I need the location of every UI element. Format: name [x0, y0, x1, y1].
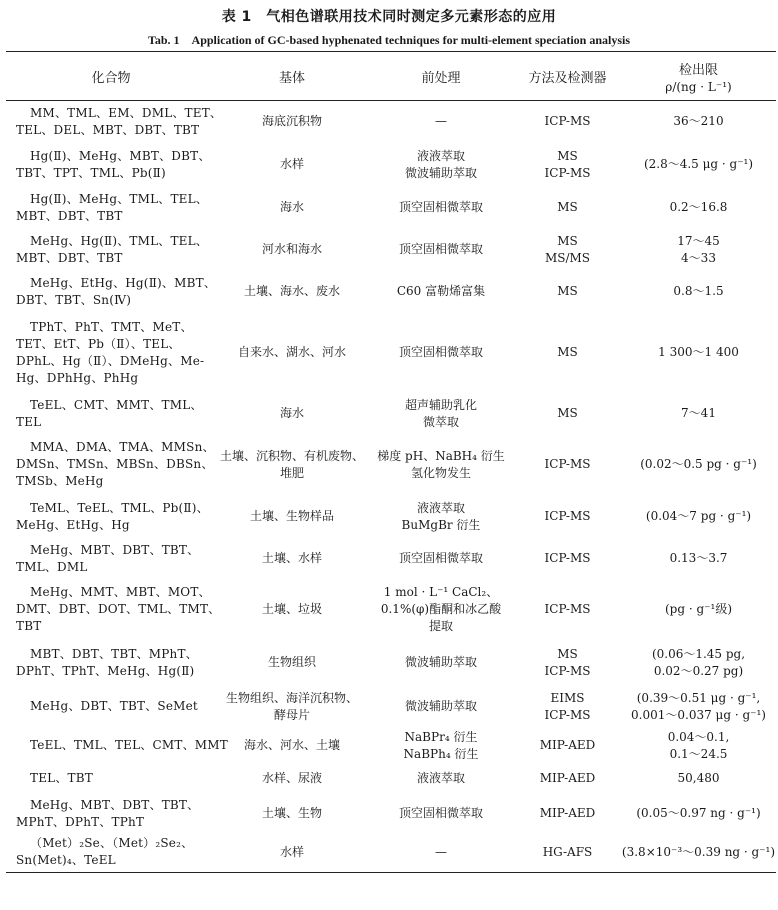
pretreatment-cell-line: 液液萃取: [416, 771, 465, 785]
compound-cell-line: Sn(Met)₄、TeEL: [16, 853, 116, 868]
lod-cell-line: 0.8～1.5: [673, 284, 724, 298]
header-method: 方法及检测器: [514, 52, 621, 101]
matrix-cell-line: 自来水、湖水、河水: [237, 345, 346, 359]
method-cell-line: MS: [557, 646, 578, 661]
pretreatment-cell: [368, 833, 514, 873]
lod-cell: [621, 495, 776, 539]
compound-cell-line: TBT: [16, 619, 42, 633]
compound-cell: [6, 833, 216, 873]
table-row: [6, 435, 776, 495]
pretreatment-cell-line: 梯度 pH、NaBH₄ 衍生: [377, 448, 505, 463]
method-cell: [514, 763, 621, 795]
pretreatment-cell: [368, 495, 514, 539]
compound-cell-line: MPhT、DPhT、TPhT: [16, 814, 145, 829]
pretreatment-cell: [368, 435, 514, 495]
compound-cell-line: TML、DML: [16, 559, 88, 574]
method-cell-line: ICP-MS: [544, 707, 591, 722]
table-row: [6, 143, 776, 187]
matrix-cell-line: 酵母片: [273, 707, 310, 722]
compound-cell-line: DPhT、TPhT、MeHg、Hg(Ⅱ): [16, 663, 195, 678]
method-cell-line: MS: [557, 284, 578, 298]
compound-cell-line: MeHg、Hg(Ⅱ)、TML、TEL、: [30, 233, 208, 248]
pretreatment-cell-line: NaBPh₄ 衍生: [403, 746, 479, 761]
matrix-cell: [216, 641, 368, 685]
table-title-en: Tab. 1 Application of GC-based hyphenated techniques for multi-element speciation analysis: [147, 33, 631, 47]
lod-cell: [621, 795, 776, 833]
method-cell-line: ICP-MS: [544, 114, 591, 129]
method-cell: [514, 229, 621, 271]
header-pretreatment: 前处理: [368, 52, 514, 101]
compound-cell: [6, 763, 216, 795]
lod-cell-line: 0.13～3.7: [669, 551, 728, 565]
compound-cell: [6, 579, 221, 641]
compound-cell: [6, 539, 216, 579]
method-cell: [514, 393, 621, 435]
compound-cell-line: DMT、DBT、DOT、TML、TMT、: [16, 602, 221, 616]
lod-cell-line: 4～33: [681, 250, 716, 265]
lod-cell-line: 7～41: [681, 406, 716, 420]
method-cell: [514, 685, 621, 729]
lod-cell: [621, 187, 776, 229]
compound-cell: [6, 393, 216, 435]
pretreatment-cell-line: —: [435, 114, 447, 129]
method-cell-line: ICP-MS: [544, 509, 591, 523]
pretreatment-cell: [368, 313, 514, 393]
lod-cell: [621, 579, 776, 641]
matrix-cell-line: 土壤、生物: [261, 806, 322, 820]
pretreatment-cell: [368, 393, 514, 435]
lod-cell-line: 36～210: [673, 114, 724, 129]
matrix-cell: [216, 495, 368, 539]
compound-cell: [6, 229, 216, 271]
table-row: [6, 685, 776, 729]
method-cell-line: MIP-AED: [539, 806, 596, 820]
matrix-cell-line: 生物组织: [267, 655, 316, 669]
compound-cell-line: TBT、TPT、TML、Pb(Ⅱ): [16, 165, 166, 180]
compound-cell: [6, 101, 223, 143]
lod-cell-line: 0.02～0.27 pg): [653, 663, 744, 678]
pretreatment-cell-line: C60 富勒烯富集: [396, 284, 486, 298]
table-row: [6, 393, 776, 435]
method-cell: [514, 833, 621, 873]
matrix-cell: [216, 313, 368, 393]
method-cell-line: MS/MS: [544, 250, 591, 265]
compound-cell-line: MBT、DBT、TBT: [16, 208, 123, 223]
pretreatment-cell-line: 微波辅助萃取: [404, 165, 477, 180]
pretreatment-cell: [368, 795, 514, 833]
lod-cell-line: (0.06～1.45 pg,: [651, 646, 746, 661]
method-cell-line: MIP-AED: [539, 771, 596, 785]
pretreatment-cell: [368, 187, 514, 229]
compound-cell-line: MeHg、MMT、MBT、MOT、: [30, 585, 211, 599]
method-cell-line: MS: [557, 345, 578, 359]
table-row: [6, 229, 776, 271]
compound-cell-line: MBT、DBT、TBT: [16, 250, 123, 265]
lod-cell-line: (0.39～0.51 μg · g⁻¹,: [636, 690, 761, 705]
compound-cell: [6, 143, 216, 187]
matrix-cell: [216, 685, 368, 729]
pretreatment-cell-line: 提取: [428, 619, 453, 633]
method-cell: [514, 495, 621, 539]
lod-cell-line: 50,480: [677, 771, 720, 785]
matrix-cell-line: 海水: [279, 200, 304, 214]
method-cell: [514, 579, 621, 641]
matrix-cell: [216, 763, 368, 795]
method-cell: [514, 729, 621, 763]
table-row: [6, 187, 776, 229]
compound-cell-line: DBT、TBT、Sn(Ⅳ): [16, 292, 132, 307]
method-cell-line: HG-AFS: [542, 844, 593, 859]
method-cell-line: ICP-MS: [544, 602, 591, 616]
compound-cell: [6, 685, 216, 729]
lod-cell: [621, 229, 776, 271]
pretreatment-cell-line: 氢化物发生: [410, 465, 471, 480]
compound-cell-line: MMA、DMA、TMA、MMSn、: [30, 440, 215, 454]
lod-cell: [621, 539, 776, 579]
compound-cell-line: MM、TML、EM、DML、TET、: [30, 105, 223, 120]
matrix-cell: [216, 271, 368, 313]
lod-cell: [621, 393, 776, 435]
matrix-cell: [216, 795, 368, 833]
compound-cell-line: TPhT、PhT、TMT、MeT、: [30, 319, 193, 334]
matrix-cell: [216, 229, 368, 271]
header-lod-unit: ρ/(ng · L⁻¹): [665, 79, 732, 94]
header-lod: [621, 52, 776, 101]
pretreatment-cell: [368, 101, 514, 143]
lod-cell-line: (0.05～0.97 ng · g⁻¹): [636, 806, 761, 820]
pretreatment-cell-line: 顶空固相微萃取: [398, 806, 483, 820]
table-row: [6, 313, 776, 393]
table-title-cn: 表 1 气相色谱联用技术同时测定多元素形态的应用: [221, 9, 557, 25]
pretreatment-cell: [368, 539, 514, 579]
method-cell-line: ICP-MS: [544, 165, 591, 180]
table-row: [6, 833, 776, 873]
compound-cell-line: TeML、TeEL、TML、Pb(Ⅱ)、: [30, 500, 209, 515]
matrix-cell-line: 水样: [279, 157, 304, 171]
pretreatment-cell-line: 顶空固相微萃取: [398, 200, 483, 214]
table-body: [6, 101, 776, 873]
lod-cell: [621, 685, 776, 729]
method-cell-line: MS: [557, 233, 578, 248]
pretreatment-cell-line: 0.1%(φ)酯酮和冰乙酸: [380, 602, 502, 616]
header-lod-label: 检出限: [678, 62, 718, 78]
matrix-cell-line: 海底沉积物: [261, 114, 322, 129]
pretreatment-cell: [368, 763, 514, 795]
method-cell: [514, 435, 621, 495]
table-row: [6, 579, 776, 641]
pretreatment-cell-line: 微波辅助萃取: [404, 655, 477, 669]
pretreatment-cell: [368, 143, 514, 187]
method-cell-line: MS: [557, 148, 578, 163]
matrix-cell-line: 海水: [279, 406, 304, 420]
pretreatment-cell-line: 液液萃取: [416, 148, 465, 163]
compound-cell-line: （Met）₂Se、（Met）₂Se₂、: [30, 836, 194, 851]
lod-cell-line: 0.001～0.037 μg · g⁻¹): [631, 707, 766, 722]
method-cell-line: ICP-MS: [544, 551, 591, 565]
method-cell: [514, 271, 621, 313]
table-header-row: [6, 52, 776, 101]
method-cell: [514, 641, 621, 685]
compound-cell: [6, 729, 228, 763]
header-compound: 化合物: [6, 52, 216, 101]
pretreatment-cell: [368, 271, 514, 313]
pretreatment-cell-line: NaBPr₄ 衍生: [404, 729, 478, 744]
method-cell-line: EIMS: [550, 690, 585, 705]
lod-cell: [621, 833, 776, 873]
pretreatment-cell-line: 1 mol · L⁻¹ CaCl₂、: [383, 585, 499, 599]
lod-cell-line: (0.02～0.5 pg · g⁻¹): [640, 457, 757, 471]
matrix-cell: [216, 579, 368, 641]
lod-cell-line: 0.2～16.8: [669, 200, 728, 214]
pretreatment-cell-line: 顶空固相微萃取: [398, 242, 483, 256]
method-cell: [514, 101, 621, 143]
method-cell-line: MS: [557, 406, 578, 420]
table-row: [6, 795, 776, 833]
pretreatment-cell: [368, 229, 514, 271]
matrix-cell-line: 生物组织、海洋沉积物、: [225, 690, 358, 705]
matrix-cell-line: 土壤、垃圾: [261, 602, 322, 616]
lod-cell-line: 0.04～0.1,: [667, 729, 730, 744]
method-cell: [514, 795, 621, 833]
table-row: [6, 271, 776, 313]
compound-cell-line: MeHg、DBT、TBT、SeMet: [30, 699, 198, 713]
compound-cell: [6, 495, 216, 539]
compound-cell-line: MeHg、EtHg、Hg: [16, 517, 130, 532]
method-cell-line: MIP-AED: [539, 738, 596, 752]
matrix-cell: [216, 187, 368, 229]
compound-cell-line: MeHg、MBT、DBT、TBT、: [30, 797, 200, 812]
lod-cell-line: (pg · g⁻¹级): [665, 602, 732, 616]
table-row: [6, 729, 776, 763]
matrix-cell-line: 土壤、海水、废水: [243, 284, 340, 298]
speciation-table: [6, 51, 776, 873]
compound-cell-line: Hg、DPhHg、PhHg: [16, 370, 139, 385]
matrix-cell-line: 水样、尿液: [261, 771, 322, 785]
lod-cell-line: (3.8×10⁻³～0.39 ng · g⁻¹): [621, 844, 776, 859]
compound-cell-line: MeHg、EtHg、Hg(Ⅱ)、MBT、: [30, 275, 217, 290]
compound-cell: [6, 313, 216, 393]
pretreatment-cell: [368, 579, 514, 641]
matrix-cell-line: 水样: [279, 844, 304, 859]
method-cell: [514, 143, 621, 187]
compound-cell-line: TeEL、TML、TEL、CMT、MMT: [30, 738, 228, 752]
matrix-cell: [216, 143, 368, 187]
matrix-cell-line: 堆肥: [279, 465, 304, 480]
matrix-cell: [216, 539, 368, 579]
matrix-cell: [216, 393, 368, 435]
method-cell: [514, 539, 621, 579]
compound-cell-line: TeEL、CMT、MMT、TML、: [30, 397, 203, 412]
table-row: [6, 495, 776, 539]
matrix-cell-line: 海水、河水、土壤: [243, 738, 340, 752]
compound-cell-line: TEL、DEL、MBT、DBT、TBT: [16, 122, 200, 137]
method-cell-line: ICP-MS: [544, 457, 591, 471]
matrix-cell: [216, 101, 368, 143]
table-row: [6, 101, 776, 143]
method-cell: [514, 313, 621, 393]
matrix-cell-line: 土壤、生物样品: [249, 509, 334, 523]
lod-cell: [621, 143, 776, 187]
compound-cell-line: TEL、TBT: [30, 771, 93, 785]
compound-cell-line: DMSn、TMSn、MBSn、DBSn、: [16, 457, 214, 471]
lod-cell-line: 17～45: [677, 233, 720, 248]
method-cell-line: ICP-MS: [544, 663, 591, 678]
compound-cell: [6, 795, 216, 833]
lod-cell: [621, 271, 776, 313]
pretreatment-cell: [368, 641, 514, 685]
compound-cell-line: TMSb、MeHg: [16, 474, 104, 488]
lod-cell: [621, 763, 776, 795]
compound-cell-line: TEL: [16, 414, 42, 429]
method-cell: [514, 187, 621, 229]
pretreatment-cell: [368, 685, 514, 729]
pretreatment-cell-line: 微萃取: [422, 414, 459, 429]
lod-cell: [621, 101, 776, 143]
lod-cell: [621, 641, 776, 685]
table-row: [6, 763, 776, 795]
method-cell-line: MS: [557, 200, 578, 214]
table-row: [6, 539, 776, 579]
pretreatment-cell-line: 超声辅助乳化: [404, 397, 477, 412]
matrix-cell-line: 土壤、沉积物、有机废物、: [219, 448, 364, 463]
pretreatment-cell-line: 微波辅助萃取: [404, 699, 477, 713]
compound-cell-line: DPhL、Hg（Ⅱ）、DMeHg、Me-: [16, 353, 205, 368]
lod-cell-line: (0.04～7 pg · g⁻¹): [645, 509, 752, 523]
pretreatment-cell-line: 液液萃取: [416, 500, 465, 515]
compound-cell: [6, 187, 216, 229]
compound-cell: [6, 271, 216, 313]
compound-cell-line: Hg(Ⅱ)、MeHg、MBT、DBT、: [30, 148, 211, 163]
compound-cell: [6, 435, 216, 495]
lod-cell: [621, 313, 776, 393]
compound-cell-line: Hg(Ⅱ)、MeHg、TML、TEL、: [30, 191, 208, 206]
compound-cell: [6, 641, 216, 685]
pretreatment-cell-line: —: [435, 844, 447, 859]
compound-cell-line: MBT、DBT、TBT、MPhT、: [30, 646, 198, 661]
lod-cell: [621, 729, 776, 763]
lod-cell-line: 1 300～1 400: [658, 345, 739, 359]
matrix-cell-line: 河水和海水: [261, 242, 322, 256]
lod-cell-line: 0.1～24.5: [669, 746, 728, 761]
lod-cell-line: (2.8～4.5 μg · g⁻¹): [643, 157, 754, 171]
header-matrix: 基体: [216, 52, 368, 101]
pretreatment-cell-line: 顶空固相微萃取: [398, 345, 483, 359]
lod-cell: [621, 435, 776, 495]
compound-cell-line: TET、EtT、Pb（Ⅱ）、TEL、: [16, 336, 181, 351]
pretreatment-cell-line: 顶空固相微萃取: [398, 551, 483, 565]
matrix-cell: [216, 435, 368, 495]
matrix-cell-line: 土壤、水样: [261, 551, 322, 565]
pretreatment-cell: [368, 729, 514, 763]
table-row: [6, 641, 776, 685]
pretreatment-cell-line: BuMgBr 衍生: [401, 517, 481, 532]
matrix-cell: [216, 833, 368, 873]
matrix-cell: [216, 729, 368, 763]
compound-cell-line: MeHg、MBT、DBT、TBT、: [30, 542, 200, 557]
